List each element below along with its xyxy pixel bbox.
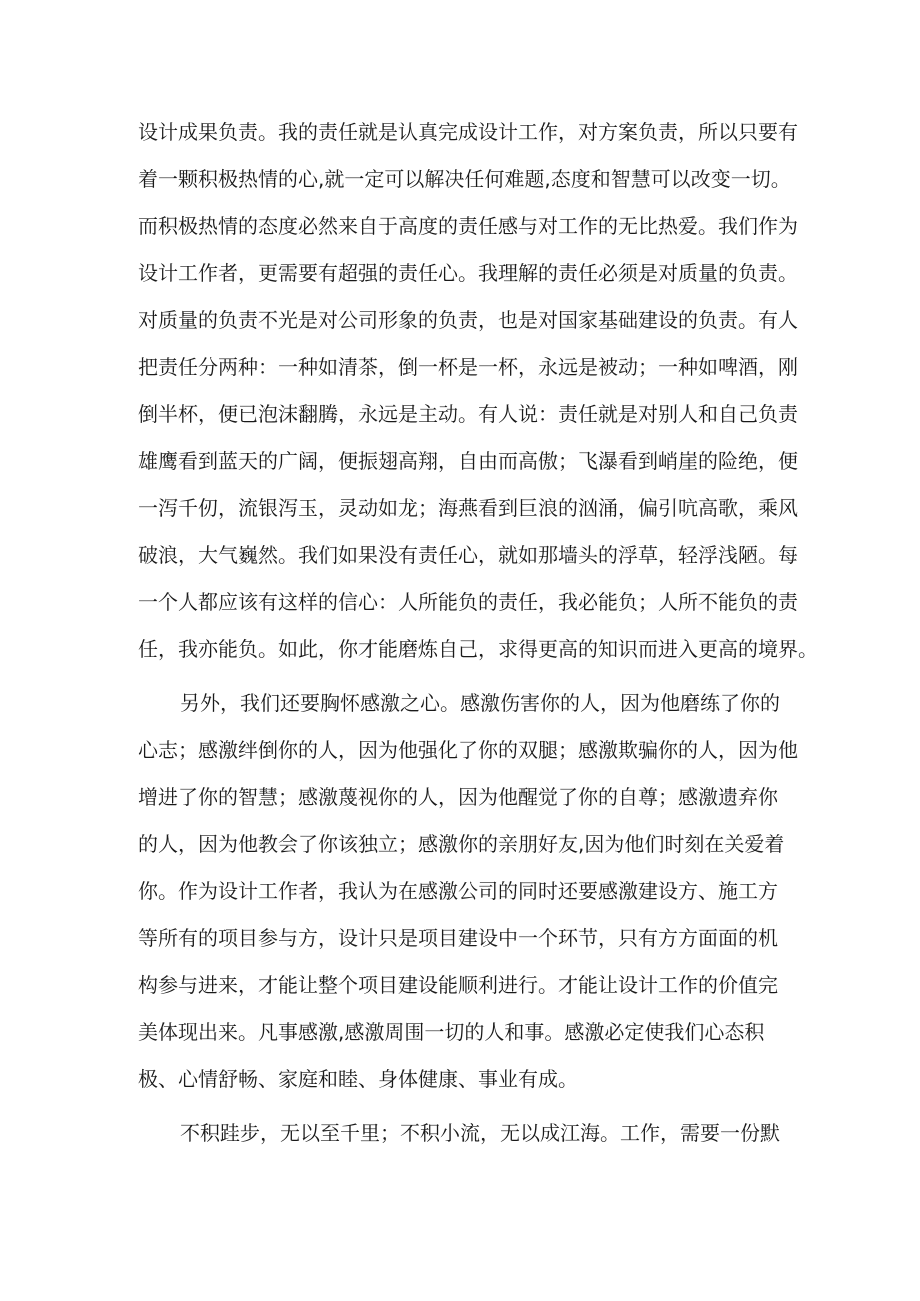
text-line: 增进了你的智慧；感激蔑视你的人，因为他醒觉了你的自尊；感激遗弃你: [138, 785, 778, 809]
text-line: 的人，因为他教会了你该独立；感激你的亲朋好友,因为他们时刻在关爱着: [138, 832, 785, 856]
text-line: 设计成果负责。我的责任就是认真完成设计工作，对方案负责，所以只要有: [138, 120, 798, 144]
text-line: 你。作为设计工作者，我认为在感激公司的同时还要感激建设方、施工方: [138, 879, 778, 903]
paragraph-start-line: 不积跬步，无以至千里；不积小流，无以成江海。工作，需要一份默: [180, 1121, 780, 1145]
text-line: 雄鹰看到蓝天的广阔，便振翅高翔，自由而高傲；飞瀑看到峭崖的险绝，便: [138, 449, 798, 473]
text-line: 设计工作者，更需要有超强的责任心。我理解的责任必须是对质量的负责。: [138, 261, 798, 285]
text-line: 破浪，大气巍然。我们如果没有责任心，就如那墙头的浮草，轻浮浅陋。每: [138, 543, 798, 567]
text-line: 而积极热情的态度必然来自于高度的责任感与对工作的无比热爱。我们作为: [138, 214, 798, 238]
text-line: 美体现出来。凡事感激,感激周围一切的人和事。感激必定使我们心态积: [138, 1020, 765, 1044]
text-line: 极、心情舒畅、家庭和睦、身体健康、事业有成。: [138, 1067, 578, 1091]
text-line: 着一颗积极热情的心,就一定可以解决任何难题,态度和智慧可以改变一切。: [138, 167, 791, 191]
text-line: 把责任分两种：一种如清茶，倒一杯是一杯，永远是被动；一种如啤酒，刚: [138, 355, 798, 379]
text-line: 构参与进来，才能让整个项目建设能顺利进行。才能让设计工作的价值完: [138, 973, 778, 997]
text-line: 一个人都应该有这样的信心：人所能负的责任，我必能负；人所不能负的责: [138, 590, 798, 614]
paragraph-start-line: 另外，我们还要胸怀感激之心。感激伤害你的人，因为他磨练了你的: [180, 691, 780, 715]
text-line: 倒半杯，便已泡沫翻腾，永远是主动。有人说：责任就是对别人和自己负责: [138, 402, 798, 426]
text-line: 对质量的负责不光是对公司形象的负责，也是对国家基础建设的负责。有人: [138, 308, 798, 332]
text-line: 心志；感激绊倒你的人，因为他强化了你的双腿；感激欺骗你的人，因为他: [138, 738, 798, 762]
text-line: 等所有的项目参与方，设计只是项目建设中一个环节，只有方方面面的机: [138, 926, 778, 950]
text-line: 任，我亦能负。如此，你才能磨炼自己，求得更高的知识而进入更高的境界。: [138, 637, 818, 661]
text-line: 一泻千仞，流银泻玉，灵动如龙；海燕看到巨浪的汹涌，偏引吭高歌，乘风: [138, 496, 798, 520]
